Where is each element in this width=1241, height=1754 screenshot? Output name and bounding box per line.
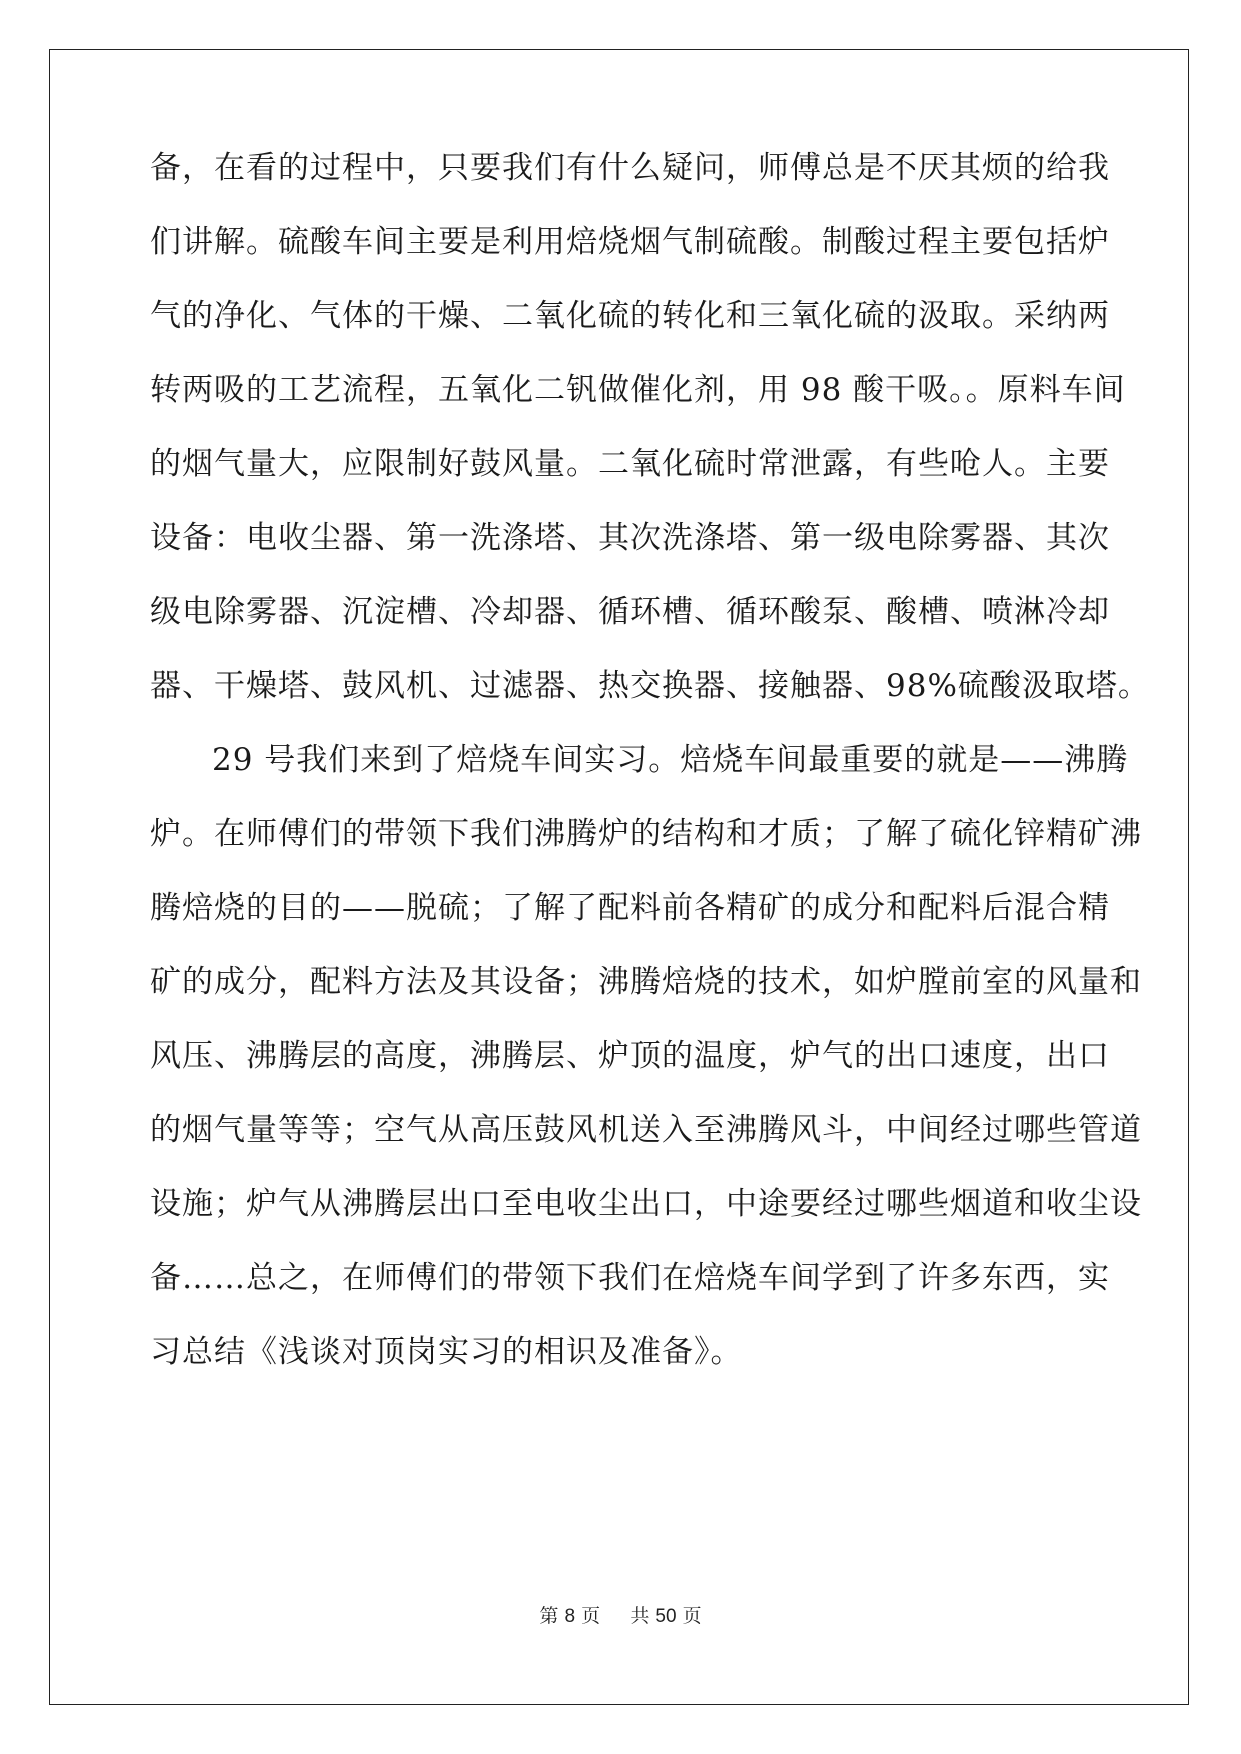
text-line: 的烟气量大，应限制好鼓风量。二氧化硫时常泄露，有些呛人。主要 [150, 446, 1110, 482]
page-footer [0, 1604, 1241, 1629]
page-suffix: 页 [581, 1605, 601, 1627]
total-prefix: 共 [630, 1605, 650, 1627]
paragraph-first-line: 29 号我们来到了焙烧车间实习。焙烧车间最重要的就是——沸腾 [212, 742, 1129, 778]
text-line: 备，在看的过程中，只要我们有什么疑问，师傅总是不厌其烦的给我 [150, 150, 1110, 186]
text-line: 级电除雾器、沉淀槽、冷却器、循环槽、循环酸泵、酸槽、喷淋冷却 [150, 594, 1110, 630]
text-line: 风压、沸腾层的高度，沸腾层、炉顶的温度，炉气的出口速度，出口 [150, 1038, 1110, 1074]
text-line: 气的净化、气体的干燥、二氧化硫的转化和三氧化硫的汲取。采纳两 [150, 298, 1110, 334]
text-line: 们讲解。硫酸车间主要是利用焙烧烟气制硫酸。制酸过程主要包括炉 [150, 224, 1110, 260]
page-prefix: 第 [539, 1605, 559, 1627]
text-line: 备……总之，在师傅们的带领下我们在焙烧车间学到了许多东西，实 [150, 1260, 1110, 1296]
text-line: 转两吸的工艺流程，五氧化二钒做催化剂，用 98 酸干吸。。原料车间 [150, 372, 1126, 408]
text-line: 习总结《浅谈对顶岗实习的相识及准备》。 [150, 1334, 743, 1370]
total-pages: 50 [655, 1606, 677, 1627]
page-number: 8 [564, 1606, 576, 1627]
text-line: 设备：电收尘器、第一洗涤塔、其次洗涤塔、第一级电除雾器、其次 [150, 520, 1110, 556]
footer-spacer [606, 1605, 624, 1627]
text-line: 设施；炉气从沸腾层出口至电收尘出口，中途要经过哪些烟道和收尘设 [150, 1186, 1142, 1222]
text-line: 炉。在师傅们的带领下我们沸腾炉的结构和才质；了解了硫化锌精矿沸 [150, 816, 1142, 852]
total-suffix: 页 [682, 1605, 702, 1627]
document-body [150, 0, 1150, 1754]
text-line: 的烟气量等等；空气从高压鼓风机送入至沸腾风斗，中间经过哪些管道 [150, 1112, 1142, 1148]
text-line: 腾焙烧的目的——脱硫；了解了配料前各精矿的成分和配料后混合精 [150, 890, 1110, 926]
text-line: 器、干燥塔、鼓风机、过滤器、热交换器、接触器、98%硫酸汲取塔。 [150, 668, 1150, 704]
text-line: 矿的成分，配料方法及其设备；沸腾焙烧的技术，如炉膛前室的风量和 [150, 964, 1142, 1000]
